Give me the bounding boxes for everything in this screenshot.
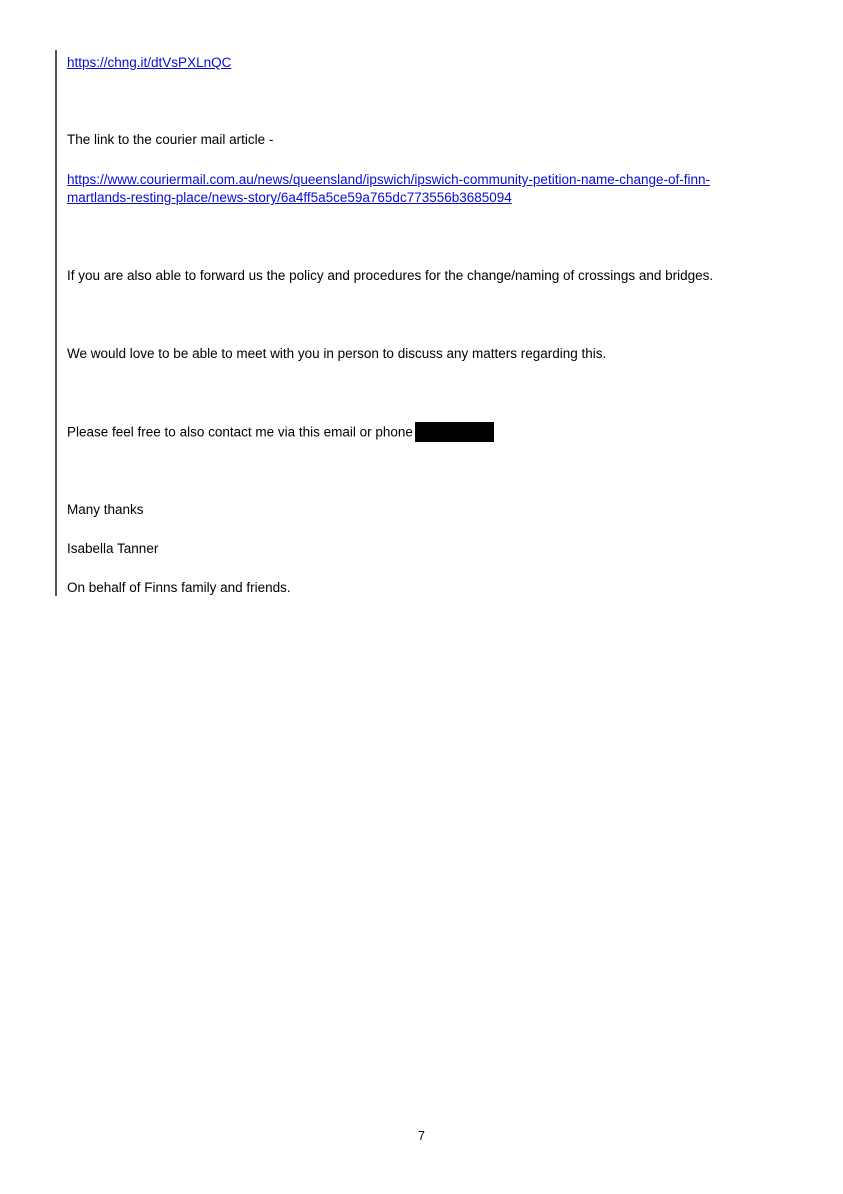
contact-text: Please feel free to also contact me via this email or phone [67,424,413,440]
sender-name: Isabella Tanner [67,541,159,556]
redacted-phone [415,422,494,442]
meeting-request: We would love to be able to meet with you in person to discuss any matters regarding this. [67,346,607,361]
article-link-line-2 [67,189,512,207]
signoff: Many thanks [67,502,144,517]
petition-link[interactable]: https://chng.it/dtVsPXLnQC [67,55,232,70]
article-link-part-2[interactable]: martlands-resting-place/news-story/6a4ff5a5ce59a765dc773556b3685094 [67,190,512,205]
petition-link-line [67,54,231,72]
contact-line [67,423,494,443]
article-link-part-1[interactable]: https://www.couriermail.com.au/news/queensland/ipswich/ipswich-community-petition-name-change-of-finn- [67,172,711,187]
policy-request: If you are also able to forward us the policy and procedures for the change/naming of crossings and bridges. [67,268,714,283]
sender-affiliation: On behalf of Finns family and friends. [67,580,291,595]
quote-border [55,50,57,596]
page-number: 7 [418,1129,425,1143]
article-link-line-1 [67,171,710,189]
article-intro: The link to the courier mail article - [67,132,274,147]
